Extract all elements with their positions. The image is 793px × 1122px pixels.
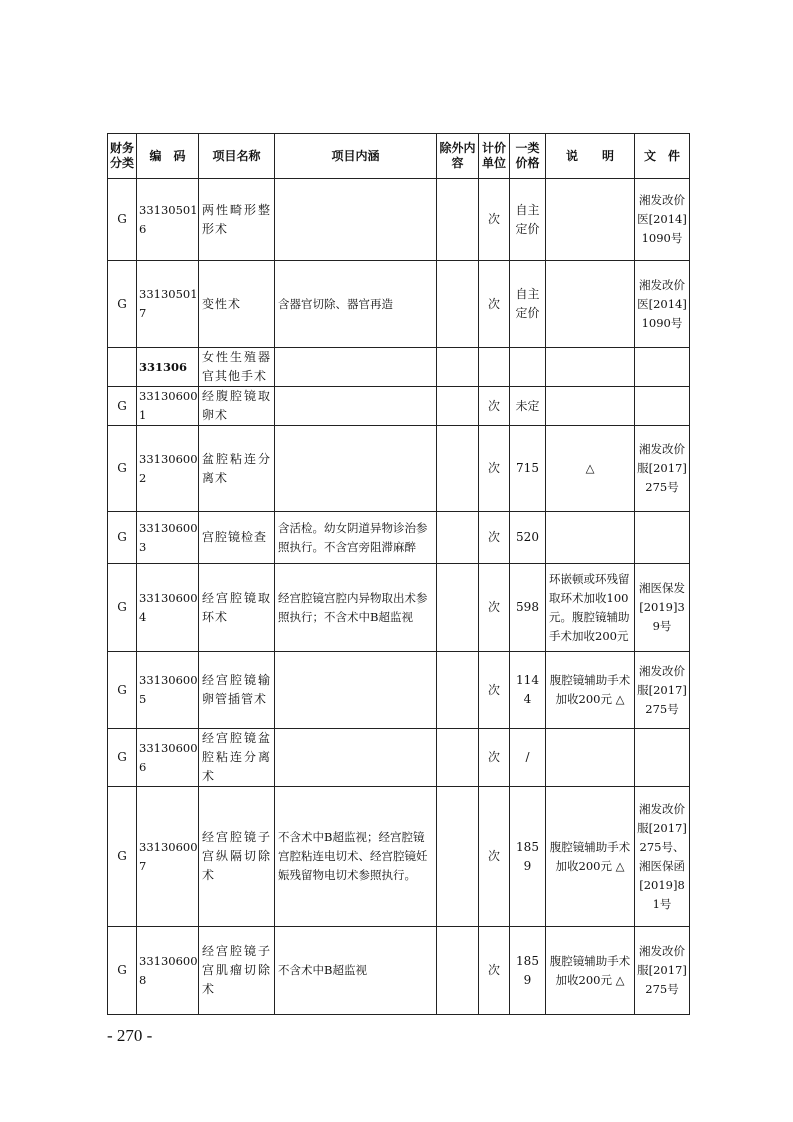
cell-category: G xyxy=(108,729,137,787)
table-row xyxy=(108,564,690,652)
cell-content: 不含术中B超监视 xyxy=(275,927,437,1015)
section-row xyxy=(108,348,690,387)
cell-unit xyxy=(479,348,510,387)
cell-price: 1859 xyxy=(510,787,546,927)
cell-document: 湘发改价服[2017]275号、湘医保函[2019]81号 xyxy=(635,787,690,927)
cell-exclusions xyxy=(437,729,479,787)
cell-category: G xyxy=(108,564,137,652)
cell-note xyxy=(546,179,635,261)
cell-note xyxy=(546,512,635,564)
cell-note xyxy=(546,729,635,787)
cell-document: 湘发改价医[2014]1090号 xyxy=(635,179,690,261)
cell-exclusions xyxy=(437,787,479,927)
cell-category: G xyxy=(108,387,137,426)
cell-content xyxy=(275,348,437,387)
cell-exclusions xyxy=(437,426,479,512)
cell-name: 经宫腔镜盆腔粘连分离术 xyxy=(199,729,275,787)
table-row xyxy=(108,426,690,512)
cell-name: 经宫腔镜取环术 xyxy=(199,564,275,652)
price-table xyxy=(107,133,690,1015)
cell-note: △ xyxy=(546,426,635,512)
cell-exclusions xyxy=(437,179,479,261)
cell-unit: 次 xyxy=(479,927,510,1015)
cell-document: 湘发改价服[2017]275号 xyxy=(635,426,690,512)
cell-name: 盆腔粘连分离术 xyxy=(199,426,275,512)
table-row xyxy=(108,787,690,927)
header-code: 编 码 xyxy=(137,134,199,179)
cell-content xyxy=(275,729,437,787)
cell-code: 331306006 xyxy=(137,729,199,787)
cell-category: G xyxy=(108,179,137,261)
header-row xyxy=(108,134,690,179)
cell-name: 经宫腔镜子宫纵隔切除术 xyxy=(199,787,275,927)
header-exclusions: 除外内容 xyxy=(437,134,479,179)
cell-category: G xyxy=(108,787,137,927)
cell-exclusions xyxy=(437,261,479,348)
cell-price: 715 xyxy=(510,426,546,512)
cell-price xyxy=(510,348,546,387)
cell-note xyxy=(546,387,635,426)
cell-name: 两性畸形整形术 xyxy=(199,179,275,261)
header-document: 文 件 xyxy=(635,134,690,179)
table-row xyxy=(108,179,690,261)
cell-exclusions xyxy=(437,348,479,387)
cell-unit: 次 xyxy=(479,787,510,927)
cell-code: 331306004 xyxy=(137,564,199,652)
cell-unit: 次 xyxy=(479,387,510,426)
header-note: 说 明 xyxy=(546,134,635,179)
cell-content xyxy=(275,426,437,512)
cell-price: / xyxy=(510,729,546,787)
page-number: - 270 - xyxy=(107,1026,153,1045)
cell-code: 331305016 xyxy=(137,179,199,261)
cell-note: 腹腔镜辅助手术加收200元 △ xyxy=(546,787,635,927)
cell-unit: 次 xyxy=(479,652,510,729)
cell-document: 湘发改价服[2017]275号 xyxy=(635,652,690,729)
cell-document xyxy=(635,729,690,787)
cell-unit: 次 xyxy=(479,179,510,261)
table-row xyxy=(108,927,690,1015)
cell-code: 331306001 xyxy=(137,387,199,426)
section-name: 女性生殖器官其他手术 xyxy=(199,348,275,387)
cell-document: 湘发改价服[2017]275号 xyxy=(635,927,690,1015)
cell-name: 经腹腔镜取卵术 xyxy=(199,387,275,426)
cell-document xyxy=(635,348,690,387)
cell-category: G xyxy=(108,652,137,729)
cell-document: 湘发改价医[2014]1090号 xyxy=(635,261,690,348)
cell-unit: 次 xyxy=(479,261,510,348)
cell-unit: 次 xyxy=(479,512,510,564)
cell-document xyxy=(635,512,690,564)
cell-price: 1859 xyxy=(510,927,546,1015)
cell-content xyxy=(275,179,437,261)
cell-name: 经宫腔镜输卵管插管术 xyxy=(199,652,275,729)
cell-exclusions xyxy=(437,512,479,564)
cell-category: G xyxy=(108,512,137,564)
cell-note xyxy=(546,348,635,387)
cell-content: 含器官切除、器官再造 xyxy=(275,261,437,348)
cell-name: 变性术 xyxy=(199,261,275,348)
cell-unit: 次 xyxy=(479,564,510,652)
cell-price: 598 xyxy=(510,564,546,652)
cell-content xyxy=(275,652,437,729)
cell-exclusions xyxy=(437,564,479,652)
cell-exclusions xyxy=(437,927,479,1015)
cell-code: 331306008 xyxy=(137,927,199,1015)
header-price: 一类价格 xyxy=(510,134,546,179)
cell-note: 环嵌顿或环残留取环术加收100元。腹腔镜辅助手术加收200元 xyxy=(546,564,635,652)
cell-code: 331306003 xyxy=(137,512,199,564)
cell-price: 520 xyxy=(510,512,546,564)
cell-price: 自主定价 xyxy=(510,179,546,261)
cell-category xyxy=(108,348,137,387)
cell-note: 腹腔镜辅助手术加收200元 △ xyxy=(546,927,635,1015)
table-row xyxy=(108,387,690,426)
cell-exclusions xyxy=(437,652,479,729)
cell-category: G xyxy=(108,927,137,1015)
cell-category: G xyxy=(108,426,137,512)
cell-document xyxy=(635,387,690,426)
table-row xyxy=(108,729,690,787)
cell-code: 331306005 xyxy=(137,652,199,729)
table-row xyxy=(108,261,690,348)
cell-price: 未定 xyxy=(510,387,546,426)
cell-price: 自主定价 xyxy=(510,261,546,348)
cell-price: 1144 xyxy=(510,652,546,729)
cell-name: 宫腔镜检查 xyxy=(199,512,275,564)
cell-exclusions xyxy=(437,387,479,426)
header-category: 财务分类 xyxy=(108,134,137,179)
cell-code: 331306007 xyxy=(137,787,199,927)
cell-unit: 次 xyxy=(479,729,510,787)
cell-category: G xyxy=(108,261,137,348)
table-row xyxy=(108,652,690,729)
cell-note: 腹腔镜辅助手术加收200元 △ xyxy=(546,652,635,729)
cell-code: 331306002 xyxy=(137,426,199,512)
section-code: 331306 xyxy=(137,348,199,387)
header-name: 项目名称 xyxy=(199,134,275,179)
cell-code: 331305017 xyxy=(137,261,199,348)
cell-content: 不含术中B超监视；经宫腔镜宫腔粘连电切术、经宫腔镜妊娠残留物电切术参照执行。 xyxy=(275,787,437,927)
header-unit: 计价单位 xyxy=(479,134,510,179)
cell-content xyxy=(275,387,437,426)
cell-unit: 次 xyxy=(479,426,510,512)
table-row xyxy=(108,512,690,564)
cell-content: 经宫腔镜宫腔内异物取出术参照执行；不含术中B超监视 xyxy=(275,564,437,652)
cell-document: 湘医保发[2019]39号 xyxy=(635,564,690,652)
cell-note xyxy=(546,261,635,348)
cell-name: 经宫腔镜子宫肌瘤切除术 xyxy=(199,927,275,1015)
header-content: 项目内涵 xyxy=(275,134,437,179)
cell-content: 含活检。幼女阴道异物诊治参照执行。不含宫旁阻滞麻醉 xyxy=(275,512,437,564)
